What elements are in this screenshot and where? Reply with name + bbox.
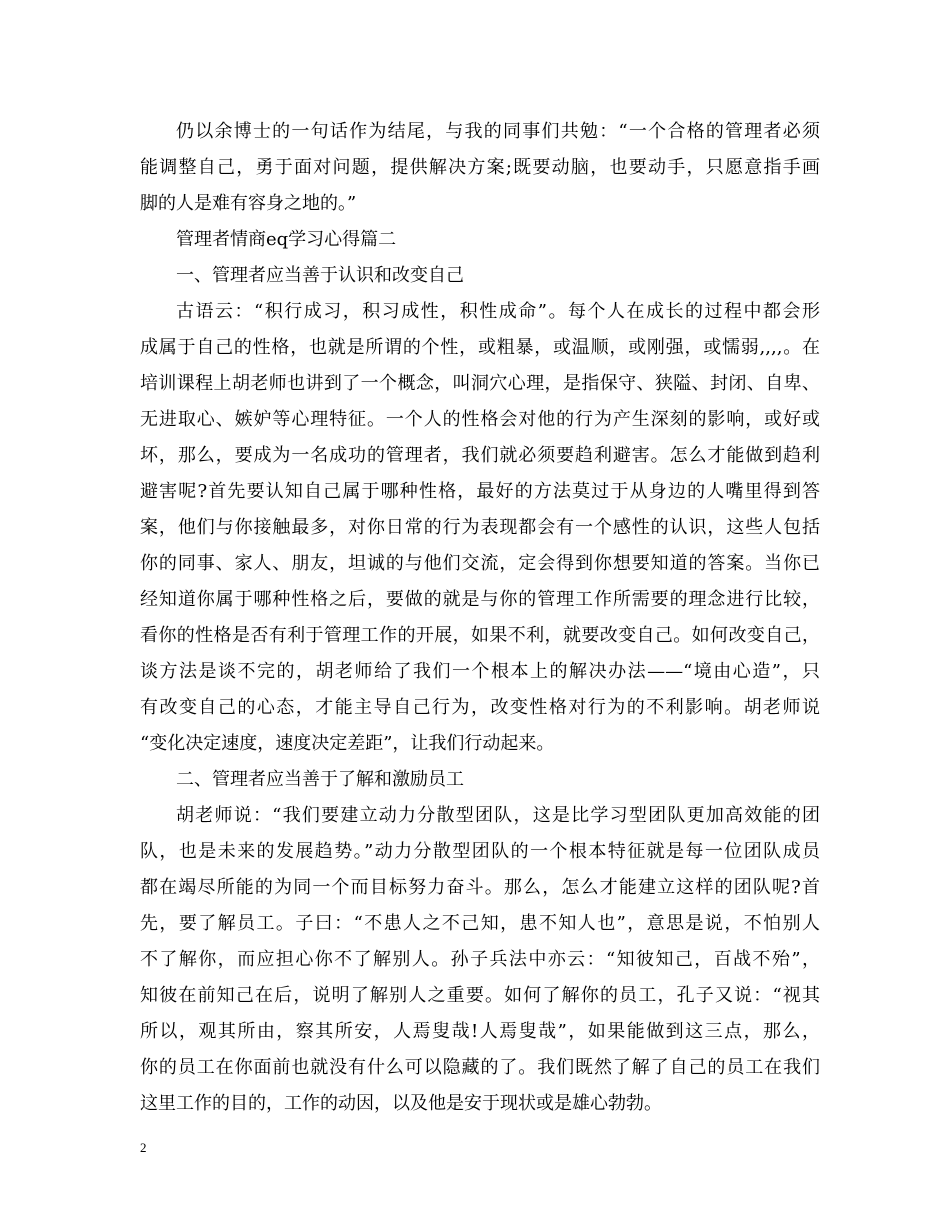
text-line: 这里工作的目的，工作的动因，以及他是安于现状或是雄心勃勃。 bbox=[140, 1093, 662, 1114]
text-line: 无进取心、嫉妒等心理特征。一个人的性格会对他的行为产生深刻的影响，或好或 bbox=[140, 409, 820, 430]
text-line: 你的员工在你面前也就没有什么可以隐藏的了。我们既然了解了自己的员工在我们 bbox=[140, 1057, 820, 1078]
text-line: 案，他们与你接触最多，对你日常的行为表现都会有一个感性的认识，这些人包括 bbox=[140, 517, 820, 538]
section-heading: 管理者情商eq学习心得篇二 bbox=[176, 229, 397, 250]
section-heading: 二、管理者应当善于了解和激励员工 bbox=[176, 769, 464, 790]
text-line: 成属于自己的性格，也就是所谓的个性，或粗暴，或温顺，或刚强，或懦弱,,,,。在 bbox=[140, 337, 820, 358]
page-number: 2 bbox=[140, 1140, 147, 1155]
text-line: 胡老师说：“我们要建立动力分散型团队，这是比学习型团队更加高效能的团 bbox=[176, 805, 820, 826]
text-line: 经知道你属于哪种性格之后，要做的就是与你的管理工作所需要的理念进行比较， bbox=[140, 589, 820, 610]
text-line: 仍以余博士的一句话作为结尾，与我的同事们共勉：“一个合格的管理者必须 bbox=[176, 121, 820, 142]
text-line: 坏，那么，要成为一名成功的管理者，我们就必须要趋利避害。怎么才能做到趋利 bbox=[140, 445, 820, 466]
text-line: 有改变自己的心态，才能主导自己行为，改变性格对行为的不利影响。胡老师说 bbox=[140, 697, 820, 718]
text-line: 谈方法是谈不完的，胡老师给了我们一个根本上的解决办法——“境由心造”，只 bbox=[140, 661, 820, 682]
text-line: 能调整自己，勇于面对问题，提供解决方案;既要动脑，也要动手，只愿意指手画 bbox=[140, 157, 820, 178]
text-line: 避害呢?首先要认知自己属于哪种性格，最好的方法莫过于从身边的人嘴里得到答 bbox=[140, 481, 820, 502]
text-line: 所以，观其所由，察其所安，人焉叟哉!人焉叟哉”，如果能做到这三点，那么， bbox=[140, 1021, 820, 1042]
text-line: 都在竭尽所能的为同一个而目标努力奋斗。那么，怎么才能建立这样的团队呢?首 bbox=[140, 877, 820, 898]
text-line: 先，要了解员工。子曰：“不患人之不己知，患不知人也”，意思是说，不怕别人 bbox=[140, 913, 820, 934]
text-line: 脚的人是难有容身之地的。” bbox=[140, 193, 357, 214]
section-heading: 一、管理者应当善于认识和改变自己 bbox=[176, 265, 464, 286]
text-line: 古语云：“积行成习，积习成性，积性成命”。每个人在成长的过程中都会形 bbox=[176, 301, 820, 322]
text-line: 不了解你，而应担心你不了解别人。孙子兵法中亦云：“知彼知己，百战不殆”， bbox=[140, 949, 820, 970]
text-line: 队，也是未来的发展趋势。”动力分散型团队的一个根本特征就是每一位团队成员 bbox=[140, 841, 820, 862]
text-line: “变化决定速度，速度决定差距”，让我们行动起来。 bbox=[140, 733, 555, 754]
text-line: 培训课程上胡老师也讲到了一个概念，叫洞穴心理，是指保守、狭隘、封闭、自卑、 bbox=[140, 373, 820, 394]
text-line: 知彼在前知己在后，说明了解别人之重要。如何了解你的员工，孔子又说：“视其 bbox=[140, 985, 820, 1006]
text-line: 看你的性格是否有利于管理工作的开展，如果不利，就要改变自己。如何改变自己， bbox=[140, 625, 820, 646]
text-line: 你的同事、家人、朋友，坦诚的与他们交流，定会得到你想要知道的答案。当你已 bbox=[140, 553, 820, 574]
